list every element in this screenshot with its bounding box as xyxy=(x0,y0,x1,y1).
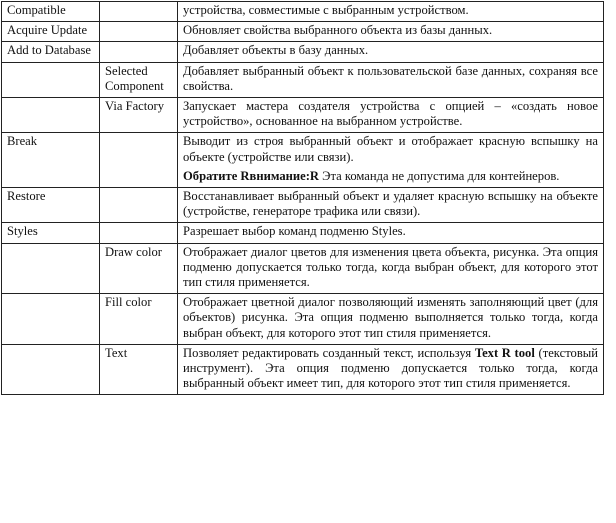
tool-name: Text R tool xyxy=(474,345,535,360)
description-suffix: (текстовый инструмент). Эта опция подменю допускается только тогда, когда выбранный объект имеет тип, для которого этот тип стиля применяется. xyxy=(183,345,598,391)
description-cell xyxy=(178,188,604,223)
description-text: Запускает мастера создателя устройства с опцией – «создать новое устройство», основанное на выбранном устройстве. xyxy=(183,99,598,129)
command-name-cell xyxy=(2,294,100,345)
description-text: Добавляет объекты в базу данных. xyxy=(183,43,369,58)
subcommand-cell: Via Factory xyxy=(100,98,178,133)
command-name-cell xyxy=(2,344,100,395)
subcommand-cell: Draw color xyxy=(100,243,178,294)
table-row xyxy=(2,98,604,133)
description-text: Выводит из строя выбранный объект и отображает красную вспышку на объекте (устройстве или связи). xyxy=(183,134,598,164)
command-name-cell: Add to Database xyxy=(2,42,100,62)
description-text: Отображает диалог цветов для изменения цвета объекта, рисунка. Эта опция подменю допускается только тогда, когда выбран объект, для которого этот тип стиля применяется. xyxy=(183,244,598,290)
description-prefix: Позволяет редактировать созданный текст, используя xyxy=(183,345,475,360)
description-cell xyxy=(178,223,604,243)
command-name-cell xyxy=(2,243,100,294)
description-cell xyxy=(178,344,604,395)
description-text: устройства, совместимые с выбранным устройством. xyxy=(183,3,469,17)
description-cell xyxy=(178,2,604,22)
subcommand-cell: Text xyxy=(100,344,178,395)
subcommand-cell xyxy=(100,42,178,62)
table-row xyxy=(2,223,604,243)
description-text xyxy=(183,346,598,392)
table-row xyxy=(2,294,604,345)
command-name-cell: Restore xyxy=(2,188,100,223)
description-cell xyxy=(178,243,604,294)
description-cell xyxy=(178,133,604,188)
command-name-cell: Compatible xyxy=(2,2,100,22)
command-name-cell: Styles xyxy=(2,223,100,243)
description-cell xyxy=(178,62,604,97)
subcommand-cell: Selected Component xyxy=(100,62,178,97)
description-text: Обновляет свойства выбранного объекта из базы данных. xyxy=(183,23,493,38)
note-label: Обратите Rвнимание:R xyxy=(183,168,320,183)
subcommand-cell xyxy=(100,223,178,243)
subcommand-cell xyxy=(100,133,178,188)
table-row xyxy=(2,42,604,62)
command-name-cell: Break xyxy=(2,133,100,188)
commands-table xyxy=(1,1,604,395)
table-row xyxy=(2,133,604,188)
command-name-cell xyxy=(2,98,100,133)
subcommand-cell: Fill color xyxy=(100,294,178,345)
description-cell xyxy=(178,294,604,345)
description-text: Восстанавливает выбранный объект и удаляет красную вспышку на объекте (устройстве, генераторе трафика или связи). xyxy=(183,189,598,219)
command-name-cell xyxy=(2,62,100,97)
table-row xyxy=(2,243,604,294)
description-cell xyxy=(178,98,604,133)
note-text xyxy=(183,169,598,184)
table-row xyxy=(2,188,604,223)
table-row xyxy=(2,344,604,395)
description-text: Добавляет выбранный объект к пользовательской базе данных, сохраняя все свойства. xyxy=(183,63,598,93)
table-row xyxy=(2,22,604,42)
note-body: Эта команда не допустима для контейнеров. xyxy=(319,168,560,183)
subcommand-cell xyxy=(100,22,178,42)
subcommand-cell xyxy=(100,2,178,22)
description-cell xyxy=(178,22,604,42)
table-row xyxy=(2,2,604,22)
description-text: Разрешает выбор команд подменю Styles. xyxy=(183,224,406,239)
table-row xyxy=(2,62,604,97)
command-name-cell: Acquire Update xyxy=(2,22,100,42)
description-cell xyxy=(178,42,604,62)
description-text: Отображает цветной диалог позволяющий изменять заполняющий цвет (для объектов) рисунка. Эта опция подменю выполняется только тогда, когда выбран объект, для которого этот тип стиля применяется. xyxy=(183,295,598,340)
subcommand-cell xyxy=(100,188,178,223)
